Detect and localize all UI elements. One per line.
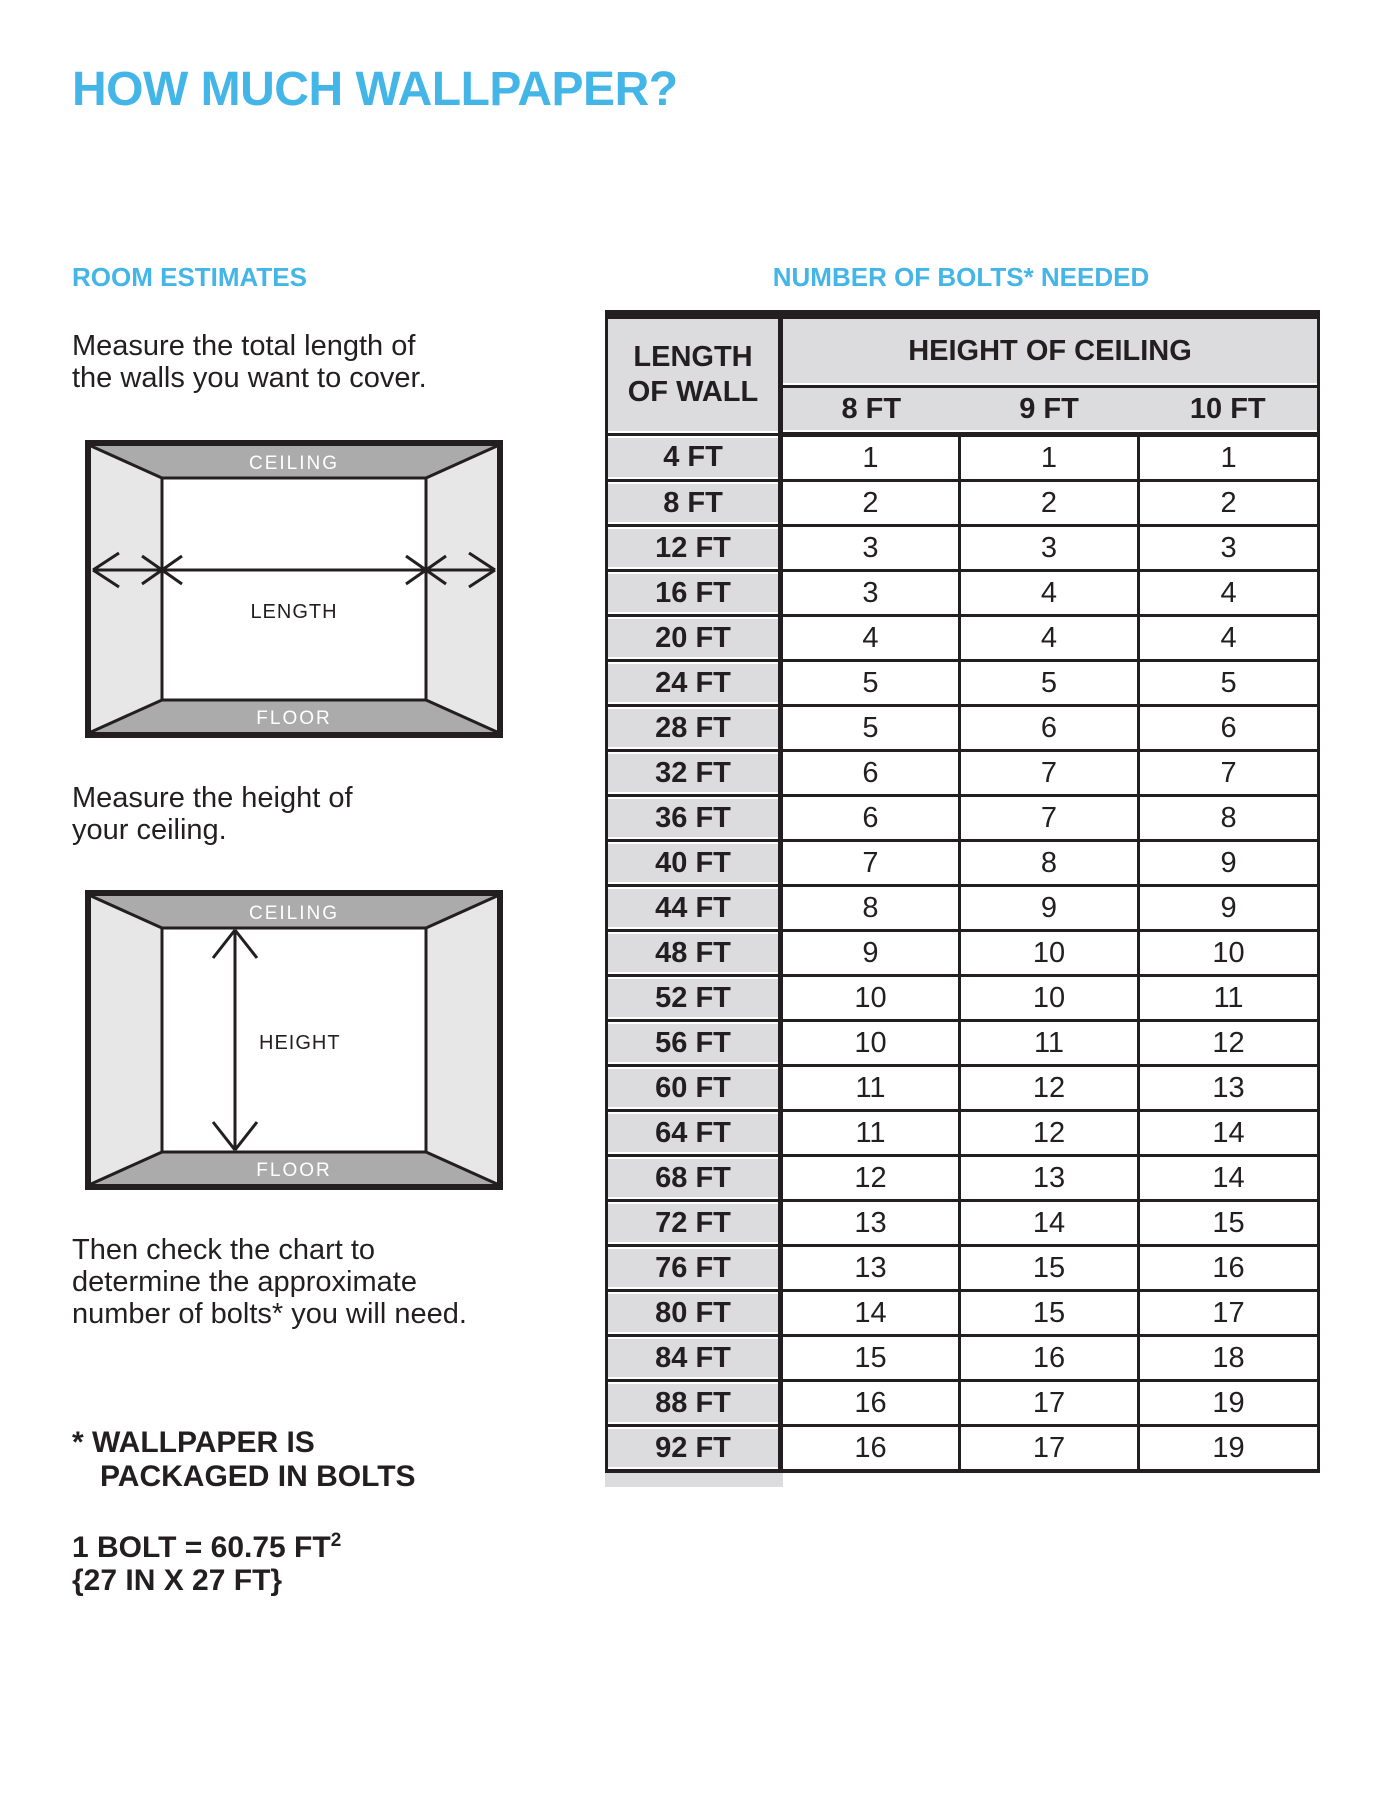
right-wall-panel	[426, 446, 497, 732]
table-row	[607, 1156, 1319, 1201]
table-row	[607, 976, 1319, 1021]
room-estimates-heading: ROOM ESTIMATES	[72, 262, 307, 292]
bolt-count-cell: 1	[781, 435, 960, 481]
wall-length-label: 32 FT	[607, 751, 781, 796]
table-row	[607, 1291, 1319, 1336]
table-row	[607, 1246, 1319, 1291]
wall-length-label: 36 FT	[607, 796, 781, 841]
bolt-count-cell: 9	[781, 931, 960, 976]
wall-length-label: 4 FT	[607, 435, 781, 481]
bolts-table	[605, 310, 1317, 1487]
step1-instruction	[72, 330, 427, 394]
bolt-count-cell: 2	[960, 481, 1139, 526]
bolt-count-cell: 7	[960, 796, 1139, 841]
bolt-count-cell: 8	[1139, 796, 1319, 841]
wall-length-label: 88 FT	[607, 1381, 781, 1426]
bolt-count-cell: 13	[960, 1156, 1139, 1201]
bolt-count-cell: 4	[960, 616, 1139, 661]
bolt-count-cell: 12	[1139, 1021, 1319, 1066]
table-row	[607, 1201, 1319, 1246]
bolt-count-cell: 6	[1139, 706, 1319, 751]
bolt-count-cell: 14	[1139, 1111, 1319, 1156]
bolt-count-cell: 12	[960, 1111, 1139, 1156]
corner-line2: OF WALL	[627, 376, 759, 408]
bolt-count-cell: 11	[1139, 976, 1319, 1021]
table-row	[607, 571, 1319, 616]
table-row	[607, 1381, 1319, 1426]
table-row	[607, 661, 1319, 706]
wall-length-label: 8 FT	[607, 481, 781, 526]
ceiling-label: CEILING	[248, 903, 340, 924]
table-row	[607, 706, 1319, 751]
wall-length-label: 44 FT	[607, 886, 781, 931]
wall-length-label: 48 FT	[607, 931, 781, 976]
wall-length-label: 92 FT	[607, 1426, 781, 1472]
height-of-ceiling-header: HEIGHT OF CEILING	[781, 315, 1319, 387]
bolt-count-cell: 10	[781, 1021, 960, 1066]
length-of-wall-header	[607, 315, 781, 435]
bolt-count-cell: 4	[781, 616, 960, 661]
bolt-count-cell: 6	[781, 796, 960, 841]
wall-length-label: 28 FT	[607, 706, 781, 751]
bolt-count-cell: 6	[960, 706, 1139, 751]
column-header-10ft: 10 FT	[1139, 387, 1319, 435]
bolt-count-cell: 2	[1139, 481, 1319, 526]
step1-line1: Measure the total length of	[72, 330, 416, 362]
step2-instruction	[72, 782, 353, 846]
wall-length-label: 76 FT	[607, 1246, 781, 1291]
bolt-count-cell: 14	[781, 1291, 960, 1336]
table-row	[607, 616, 1319, 661]
bolt-table-body	[607, 435, 1319, 1472]
bolt-count-cell: 17	[960, 1426, 1139, 1472]
bolt-count-cell: 14	[960, 1201, 1139, 1246]
bolt-count-cell: 3	[781, 526, 960, 571]
table-row	[607, 841, 1319, 886]
height-room-diagram	[85, 890, 503, 1190]
bolt-count-cell: 5	[781, 661, 960, 706]
bolt-count-cell: 12	[781, 1156, 960, 1201]
bolt-count-cell: 10	[960, 976, 1139, 1021]
bolt-count-cell: 10	[960, 931, 1139, 976]
bolt-count-cell: 18	[1139, 1336, 1319, 1381]
bolt-count-cell: 4	[1139, 571, 1319, 616]
squared-sup: 2	[330, 1530, 342, 1551]
bolt-count-cell: 7	[960, 751, 1139, 796]
bolt-count-cell: 3	[781, 571, 960, 616]
bolt-count-cell: 4	[960, 571, 1139, 616]
bolt-count-cell: 15	[1139, 1201, 1319, 1246]
ceiling-label: CEILING	[248, 453, 340, 474]
wall-length-label: 72 FT	[607, 1201, 781, 1246]
step3-instruction	[72, 1234, 467, 1330]
length-label: LENGTH	[250, 601, 338, 623]
bolt-equation: 1 BOLT = 60.75 $FT^2$	[72, 1530, 342, 1564]
bolt-count-cell: 2	[781, 481, 960, 526]
bolt-count-cell: 5	[960, 661, 1139, 706]
table-row	[607, 931, 1319, 976]
table-row	[607, 1021, 1319, 1066]
bolt-count-cell: 17	[1139, 1291, 1319, 1336]
bolt-count-cell: 10	[1139, 931, 1319, 976]
bolt-count-cell: 7	[781, 841, 960, 886]
wall-length-label: 52 FT	[607, 976, 781, 1021]
bolt-count-cell: 15	[960, 1246, 1139, 1291]
bolt-count-cell: 11	[960, 1021, 1139, 1066]
wall-length-label: 40 FT	[607, 841, 781, 886]
column-header-8ft: 8 FT	[781, 387, 960, 435]
bolt-count-cell: 11	[781, 1111, 960, 1156]
wall-length-label: 60 FT	[607, 1066, 781, 1111]
wall-length-label: 20 FT	[607, 616, 781, 661]
footnote-line2: PACKAGED IN BOLTS	[100, 1460, 416, 1493]
column-header-9ft: 9 FT	[960, 387, 1139, 435]
right-wall-panel	[426, 896, 497, 1184]
floor-label: FLOOR	[256, 1160, 332, 1181]
wall-length-label: 12 FT	[607, 526, 781, 571]
wall-length-label: 64 FT	[607, 1111, 781, 1156]
wall-length-label: 84 FT	[607, 1336, 781, 1381]
page-title: HOW MUCH WALLPAPER?	[72, 63, 678, 116]
left-wall-panel	[91, 896, 162, 1184]
bolt-count-cell: 7	[1139, 751, 1319, 796]
bolt-count-cell: 5	[781, 706, 960, 751]
wall-length-label: 24 FT	[607, 661, 781, 706]
step3-line1: Then check the chart to	[72, 1234, 376, 1266]
bolt-count-cell: 19	[1139, 1426, 1319, 1472]
bolt-count-cell: 8	[781, 886, 960, 931]
floor-label: FLOOR	[256, 708, 332, 729]
step1-line2: the walls you want to cover.	[72, 362, 427, 394]
bolt-count-cell: 15	[960, 1291, 1139, 1336]
table-row	[607, 481, 1319, 526]
wall-length-label: 68 FT	[607, 1156, 781, 1201]
bolts-footnote	[72, 1426, 416, 1494]
bolt-count-cell: 16	[781, 1381, 960, 1426]
step3-line2: determine the approximate	[72, 1266, 417, 1298]
bolt-size-note	[72, 1524, 341, 1597]
bolt-count-cell: 4	[1139, 616, 1319, 661]
label-column-shadow-strip	[605, 1473, 783, 1487]
footnote-line1: * WALLPAPER IS	[72, 1426, 315, 1459]
wall-length-label: 56 FT	[607, 1021, 781, 1066]
bolt-count-cell: 8	[960, 841, 1139, 886]
bolt-dimensions: {27 IN X 27 FT}	[72, 1564, 283, 1597]
corner-line1: LENGTH	[633, 341, 753, 373]
length-room-diagram	[85, 440, 503, 738]
bolt-count-cell: 16	[781, 1426, 960, 1472]
table-header-row-1	[607, 315, 1319, 387]
step3-line3: number of bolts* you will need.	[72, 1298, 467, 1330]
bolt-count-cell: 16	[960, 1336, 1139, 1381]
left-wall-panel	[91, 446, 162, 732]
bolt-count-cell: 17	[960, 1381, 1139, 1426]
bolt-count-cell: 10	[781, 976, 960, 1021]
table-row	[607, 435, 1319, 481]
bolt-count-cell: 19	[1139, 1381, 1319, 1426]
bolt-count-cell: 9	[1139, 841, 1319, 886]
table-row	[607, 1066, 1319, 1111]
bolt-count-cell: 3	[1139, 526, 1319, 571]
step2-line1: Measure the height of	[72, 782, 353, 814]
wall-length-label: 16 FT	[607, 571, 781, 616]
bolts-needed-heading: NUMBER OF BOLTS* NEEDED	[772, 262, 1150, 292]
table-row	[607, 526, 1319, 571]
step2-line2: your ceiling.	[72, 814, 227, 846]
bolt-count-cell: 9	[960, 886, 1139, 931]
table-row	[607, 1426, 1319, 1472]
bolt-count-cell: 13	[781, 1246, 960, 1291]
wall-length-label: 80 FT	[607, 1291, 781, 1336]
table-row	[607, 1111, 1319, 1156]
back-wall	[162, 478, 426, 700]
bolt-count-cell: 15	[781, 1336, 960, 1381]
table-row	[607, 886, 1319, 931]
table-row	[607, 796, 1319, 841]
bolt-count-cell: 13	[781, 1201, 960, 1246]
bolt-count-cell: 9	[1139, 886, 1319, 931]
table-row	[607, 751, 1319, 796]
bolt-count-cell: 11	[781, 1066, 960, 1111]
bolt-count-cell: 3	[960, 526, 1139, 571]
bolt-count-cell: 1	[960, 435, 1139, 481]
bolt-count-cell: 5	[1139, 661, 1319, 706]
height-label: HEIGHT	[259, 1032, 341, 1054]
bolt-count-cell: 6	[781, 751, 960, 796]
bolt-count-cell: 13	[1139, 1066, 1319, 1111]
bolt-count-cell: 1	[1139, 435, 1319, 481]
bolt-count-cell: 14	[1139, 1156, 1319, 1201]
bolt-count-cell: 12	[960, 1066, 1139, 1111]
bolt-count-cell: 16	[1139, 1246, 1319, 1291]
table-row	[607, 1336, 1319, 1381]
